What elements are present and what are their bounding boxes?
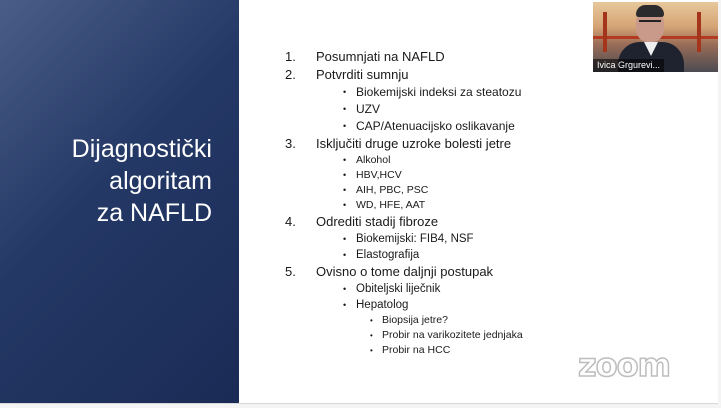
slide-title-line: za NAFLD (96, 199, 212, 227)
sub-list-item-text: Probir na varikozitete jednjaka (382, 329, 523, 341)
participant-name-label: Ivica Grgurevi... (593, 59, 664, 72)
bullet: • (343, 170, 347, 180)
background-bridge-tower (697, 12, 701, 52)
step-1 (285, 48, 585, 66)
list-item-text: Biokemijski indeksi za steatozu (356, 85, 522, 99)
slide-title-line: algoritam (109, 167, 212, 195)
sub-list-item-text: Probir na HCC (382, 344, 451, 356)
step-text: Potvrditi sumnju (316, 67, 409, 82)
bullet: • (343, 155, 347, 165)
list-item (285, 281, 585, 297)
bullet: • (343, 121, 347, 131)
bullet: • (370, 346, 373, 355)
bullet: • (343, 104, 347, 114)
participant-glasses (639, 20, 661, 27)
step-text: Isključiti druge uzroke bolesti jetre (316, 136, 512, 151)
step-number: 2. (285, 67, 296, 82)
list-item (285, 153, 585, 168)
slide-title-line: Dijagnostički (71, 135, 212, 163)
list-item-text: Elastografija (356, 249, 420, 261)
list-item (285, 118, 585, 135)
bullet: • (343, 185, 347, 195)
list-item-text: CAP/Atenuacijsko oslikavanje (356, 119, 515, 133)
background-bridge-tower (603, 12, 607, 52)
list-item (285, 247, 585, 263)
list-item (285, 101, 585, 118)
slide-title-panel (0, 0, 239, 403)
bullet: • (343, 87, 347, 97)
step-4 (285, 213, 585, 231)
step-number: 4. (285, 214, 296, 229)
step-5 (285, 263, 585, 281)
list-item-text: WD, HFE, AAT (356, 199, 426, 211)
step-number: 1. (285, 49, 296, 64)
step-text: Odrediti stadij fibroze (316, 214, 439, 229)
list-item-text: AIH, PBC, PSC (356, 184, 429, 196)
step-text: Posumnjati na NAFLD (316, 49, 445, 64)
bullet: • (370, 316, 373, 325)
step-text: Ovisno o tome daljnji postupak (316, 264, 494, 279)
list-item-text: Biokemijski: FIB4, NSF (356, 233, 474, 245)
bullet: • (343, 284, 347, 294)
list-item-text: Hepatolog (356, 299, 409, 311)
list-item-text: Alkohol (356, 154, 391, 166)
list-item-text: UZV (356, 102, 380, 116)
list-item (285, 183, 585, 198)
zoom-logo-watermark: zoom (578, 346, 670, 384)
sub-list-item (285, 343, 585, 358)
bullet: • (370, 331, 373, 340)
step-number: 5. (285, 264, 296, 279)
list-item (285, 297, 585, 313)
bullet: • (343, 200, 347, 210)
bullet: • (343, 250, 347, 260)
bullet: • (343, 300, 347, 310)
slide-content-list (285, 48, 585, 358)
slide-title (20, 133, 212, 229)
list-item-text: HBV,HCV (356, 169, 402, 181)
bullet: • (343, 234, 347, 244)
step-2 (285, 66, 585, 84)
sub-list-item (285, 328, 585, 343)
list-item (285, 84, 585, 101)
list-item (285, 231, 585, 247)
participant-video-tile[interactable] (593, 2, 718, 72)
list-item-text: Obiteljski liječnik (356, 283, 441, 295)
sub-list-item-text: Biopsija jetre? (382, 314, 448, 326)
participant-hair (636, 5, 664, 17)
step-number: 3. (285, 136, 296, 151)
list-item (285, 168, 585, 183)
list-item (285, 198, 585, 213)
step-3 (285, 135, 585, 153)
sub-list-item (285, 313, 585, 328)
